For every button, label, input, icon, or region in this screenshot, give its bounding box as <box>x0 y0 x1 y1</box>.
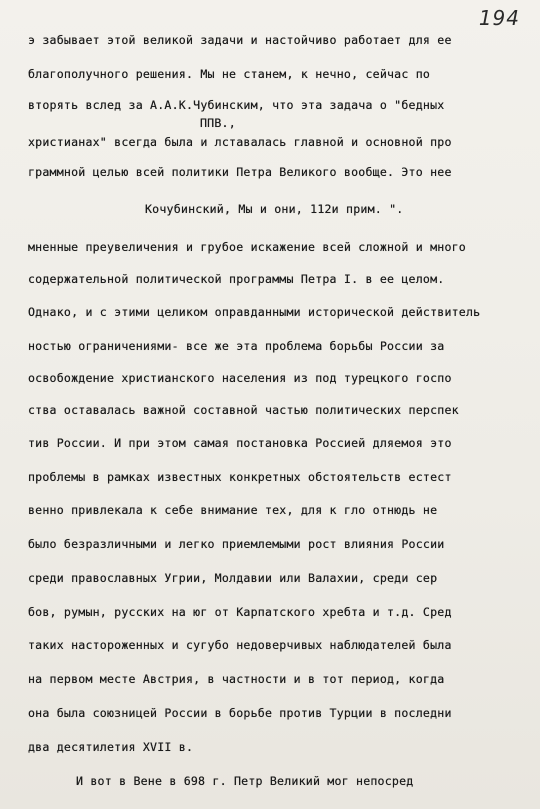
text-line-19: на первом месте Австрия, в частности и в тот период, когда <box>28 672 445 686</box>
page-number: 194 <box>478 6 520 30</box>
text-line-20: она была союзницей России в борьбе против Турции в последни <box>28 706 452 720</box>
text-line-16: среди православных Угрии, Молдавии или Валахии, среди сер <box>28 571 438 585</box>
text-line-21: два десятилетия XVII в. <box>28 740 194 754</box>
text-line-1: э забывает этой великой задачи и настойчиво работает для ее <box>28 33 452 47</box>
text-line-15: было безразличными и легко приемлемыми рост влияния России <box>28 537 445 551</box>
footnote-line-1: ППВ., <box>200 116 236 130</box>
text-line-13: проблемы в рамках известных конкретных обстоятельств естест <box>28 470 452 484</box>
footnote-line-2: Кочубинский, Мы и они, 112и прим. ". <box>145 202 404 216</box>
text-line-4: христианах" всегда была и лставалась главной и основной про <box>28 135 452 149</box>
text-line-14: венно привлекала к себе внимание тех, для к гло отнюдь не <box>28 503 438 517</box>
text-line-12: тив России. И при этом самая постановка Россией дляемоя это <box>28 436 452 450</box>
text-line-18: таких настороженных и сугубо недоверчивых наблюдателей была <box>28 638 452 652</box>
text-line-11: ства оставалась важной составной частью политических перспек <box>28 403 459 417</box>
text-line-22: И вот в Вене в 698 г. Петр Великий мог непосред <box>76 774 414 788</box>
text-line-7: содержательной политической программы Петра I. в ее целом. <box>28 272 445 286</box>
text-line-9: ностью ограничениями- все же эта проблема борьбы России за <box>28 339 445 353</box>
text-line-3: вторять вслед за А.А.К.Чубинским, что эта задача о "бедных <box>28 98 445 112</box>
text-line-8: Однако, и с этими целиком оправданными исторической действитель <box>28 305 481 319</box>
text-line-10: освобождение христианского населения из под турецкого госпо <box>28 371 452 385</box>
text-line-2: благополучного решения. Мы не станем, к нечно, сейчас по <box>28 67 431 81</box>
text-line-5: граммной целью всей политики Петра Великого вообще. Это нее <box>28 165 452 179</box>
text-line-6: мненные преувеличения и грубое искажение всей сложной и много <box>28 240 466 254</box>
text-line-17: бов, румын, русских на юг от Карпатского хребта и т.д. Сред <box>28 605 452 619</box>
